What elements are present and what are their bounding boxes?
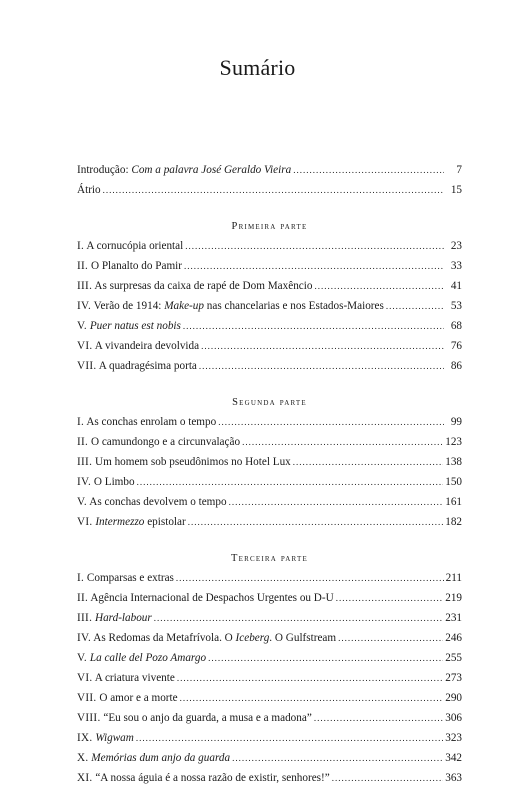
dot-leader — [332, 768, 444, 788]
page-number: 255 — [445, 652, 462, 664]
section-spacer — [77, 532, 462, 550]
chapter-title-italic: Iceberg — [235, 632, 270, 644]
toc-entry-label — [77, 336, 199, 356]
toc-entry[interactable] — [77, 336, 462, 356]
toc-entry-label — [77, 668, 175, 688]
dot-leader — [184, 256, 444, 276]
toc-entry[interactable] — [77, 472, 462, 492]
chapter-title: Átrio — [77, 184, 101, 196]
page-number: 219 — [445, 592, 462, 604]
chapter-title: As surpresas da caixa de rapé de Dom Maxêncio — [94, 280, 313, 292]
toc-entry[interactable] — [77, 180, 462, 200]
chapter-title-tail: . O Gulfstream — [269, 632, 337, 644]
toc-entry[interactable] — [77, 648, 462, 668]
page-number: 123 — [445, 436, 462, 448]
toc-entry[interactable] — [77, 748, 462, 768]
page-number: 161 — [445, 496, 462, 508]
page-number: 246 — [445, 632, 462, 644]
toc-entry-label — [77, 452, 291, 472]
toc-entry-label — [77, 608, 152, 628]
toc-entry-label — [77, 768, 330, 788]
toc-entry[interactable] — [77, 568, 462, 588]
toc-entry[interactable] — [77, 356, 462, 376]
chapter-title: As Redomas da Metafrívola. O — [93, 632, 236, 644]
chapter-title-italic: Make-up — [164, 300, 204, 312]
dot-leader — [137, 472, 444, 492]
toc-entry-label — [77, 356, 197, 376]
chapter-number: XI. — [77, 772, 93, 784]
dot-leader — [314, 276, 444, 296]
dot-leader — [293, 160, 444, 180]
page-number: 182 — [445, 516, 462, 528]
chapter-number: VIII. — [77, 712, 101, 724]
page-number: 363 — [445, 772, 462, 784]
dot-leader — [336, 588, 444, 608]
page-number: 231 — [445, 612, 462, 624]
chapter-title: As conchas enrolam o tempo — [86, 416, 217, 428]
chapter-title-tail: nas chancelarias e nos Estados-Maiores — [203, 300, 384, 312]
chapter-number: II. — [77, 592, 89, 604]
dot-leader — [103, 180, 444, 200]
toc-entry-label — [77, 276, 312, 296]
chapter-number: I. — [77, 240, 85, 252]
dot-leader — [232, 748, 443, 768]
page-number: 150 — [445, 476, 462, 488]
chapter-title-italic: Memórias dum anjo da guarda — [91, 752, 231, 764]
part-heading: Segunda parte — [232, 397, 307, 408]
page-number: 68 — [450, 320, 462, 332]
chapter-title-italic: Puer natus est nobis — [89, 320, 181, 332]
chapter-number: VII. — [77, 692, 97, 704]
page-number: 290 — [445, 692, 462, 704]
dot-leader — [218, 412, 444, 432]
dot-leader — [242, 432, 443, 452]
toc-entry-label — [77, 316, 181, 336]
chapter-number: VI. — [77, 672, 93, 684]
toc-entry[interactable] — [77, 588, 462, 608]
chapter-title: Agência Internacional de Despachos Urgentes ou D-U — [90, 592, 334, 604]
toc-entry[interactable] — [77, 412, 462, 432]
page-number: 41 — [450, 280, 462, 292]
toc-entry[interactable] — [77, 452, 462, 472]
section-spacer — [77, 376, 462, 394]
page-number: 15 — [450, 184, 462, 196]
dot-leader — [293, 452, 443, 472]
toc-entry[interactable] — [77, 316, 462, 336]
toc-entry-label — [77, 568, 174, 588]
chapter-title-tail: epistolar — [144, 516, 186, 528]
dot-leader — [208, 648, 443, 668]
chapter-number: II. — [77, 436, 89, 448]
chapter-number: III. — [77, 456, 93, 468]
page-number: 99 — [450, 416, 462, 428]
section-spacer — [77, 200, 462, 218]
toc-entry-label — [77, 708, 312, 728]
chapter-number: III. — [77, 612, 93, 624]
chapter-title-italic: Hard-labour — [94, 612, 152, 624]
chapter-number: II. — [77, 260, 89, 272]
page-number: 7 — [456, 164, 462, 176]
toc-entry[interactable] — [77, 276, 462, 296]
toc-entry[interactable] — [77, 256, 462, 276]
chapter-title: A criatura vivente — [94, 672, 175, 684]
dot-leader — [199, 356, 444, 376]
chapter-number: I. — [77, 416, 85, 428]
chapter-title: O camundongo e a circunvalação — [90, 436, 241, 448]
chapter-title: Verão de 1914: — [93, 300, 165, 312]
chapter-number: IX. — [77, 732, 93, 744]
chapter-title: O amor e a morte — [99, 692, 178, 704]
toc-entry-label — [77, 748, 230, 768]
chapter-title: Introdução: — [77, 164, 132, 176]
chapter-title: Comparsas e extras — [86, 572, 174, 584]
chapter-title: A vivandeira devolvida — [94, 340, 200, 352]
dot-leader — [386, 296, 444, 316]
toc-entry-label — [77, 256, 182, 276]
toc-entry[interactable] — [77, 236, 462, 256]
toc-entry-label — [77, 160, 291, 180]
toc-entry-label — [77, 432, 240, 452]
chapter-number: IV. — [77, 632, 92, 644]
chapter-title: As conchas devolvem o tempo — [89, 496, 227, 508]
toc-entry-label — [77, 688, 178, 708]
chapter-title: O Limbo — [93, 476, 135, 488]
chapter-title: O Planalto do Pamir — [90, 260, 182, 272]
page-number: 342 — [445, 752, 462, 764]
toc-entry-label — [77, 588, 334, 608]
chapter-number: V. — [77, 496, 88, 508]
toc-entry[interactable] — [77, 432, 462, 452]
page-number: 86 — [450, 360, 462, 372]
toc-entry-label — [77, 648, 206, 668]
chapter-number: VII. — [77, 360, 97, 372]
chapter-number: I. — [77, 572, 85, 584]
toc-entry[interactable] — [77, 708, 462, 728]
dot-leader — [183, 316, 444, 336]
dot-leader — [154, 608, 443, 628]
toc-entry[interactable] — [77, 492, 462, 512]
toc-entry[interactable] — [77, 768, 462, 788]
toc-entry[interactable] — [77, 608, 462, 628]
toc-entry-label — [77, 628, 336, 648]
chapter-number: V. — [77, 320, 88, 332]
dot-leader — [180, 688, 444, 708]
toc-entry-label — [77, 472, 135, 492]
dot-leader — [314, 708, 443, 728]
dot-leader — [201, 336, 444, 356]
toc-entry[interactable] — [77, 512, 462, 532]
chapter-title: A quadragésima porta — [98, 360, 197, 372]
chapter-title-italic: La calle del Pozo Amargo — [89, 652, 207, 664]
page-number: 76 — [450, 340, 462, 352]
chapter-title: “A nossa águia é a nossa razão de existir, senhores!” — [95, 772, 330, 784]
toc-entry-label — [77, 180, 101, 200]
toc-entry[interactable] — [77, 728, 462, 748]
chapter-number: IV. — [77, 476, 92, 488]
toc-entry[interactable] — [77, 668, 462, 688]
page-number: 33 — [450, 260, 462, 272]
table-of-contents — [77, 160, 462, 788]
chapter-number: IV. — [77, 300, 92, 312]
toc-entry[interactable] — [77, 296, 462, 316]
toc-entry-label — [77, 728, 134, 748]
chapter-title: “Eu sou o anjo da guarda, a musa e a madona” — [103, 712, 312, 724]
chapter-title: A cornucópia oriental — [86, 240, 184, 252]
page-number: 211 — [445, 572, 462, 584]
toc-entry-label — [77, 236, 183, 256]
chapter-number: X. — [77, 752, 89, 764]
page-number: 323 — [445, 732, 462, 744]
chapter-title-italic: Intermezzo — [95, 516, 145, 528]
toc-entry[interactable] — [77, 628, 462, 648]
toc-entry-label — [77, 512, 186, 532]
chapter-title-italic: Com a palavra José Geraldo Vieira — [131, 164, 292, 176]
toc-entry-label — [77, 296, 384, 316]
dot-leader — [136, 728, 443, 748]
dot-leader — [177, 668, 443, 688]
dot-leader — [176, 568, 444, 588]
dot-leader — [338, 628, 443, 648]
page-number: 306 — [445, 712, 462, 724]
chapter-number: III. — [77, 280, 93, 292]
part-heading: Primeira parte — [231, 221, 308, 232]
dot-leader — [185, 236, 444, 256]
page-title: Sumário — [219, 55, 296, 80]
chapter-number: VI. — [77, 340, 93, 352]
page-number: 23 — [450, 240, 462, 252]
toc-entry-label — [77, 412, 216, 432]
chapter-number: V. — [77, 652, 88, 664]
page-number: 138 — [445, 456, 462, 468]
part-heading: Terceira parte — [231, 553, 308, 564]
toc-entry[interactable] — [77, 688, 462, 708]
chapter-title: Um homem sob pseudônimos no Hotel Lux — [94, 456, 291, 468]
page-number: 53 — [450, 300, 462, 312]
toc-entry-label — [77, 492, 227, 512]
dot-leader — [188, 512, 443, 532]
chapter-title-italic: Wigwam — [95, 732, 134, 744]
chapter-number: VI. — [77, 516, 93, 528]
dot-leader — [229, 492, 444, 512]
page-number: 273 — [445, 672, 462, 684]
toc-entry[interactable] — [77, 160, 462, 180]
